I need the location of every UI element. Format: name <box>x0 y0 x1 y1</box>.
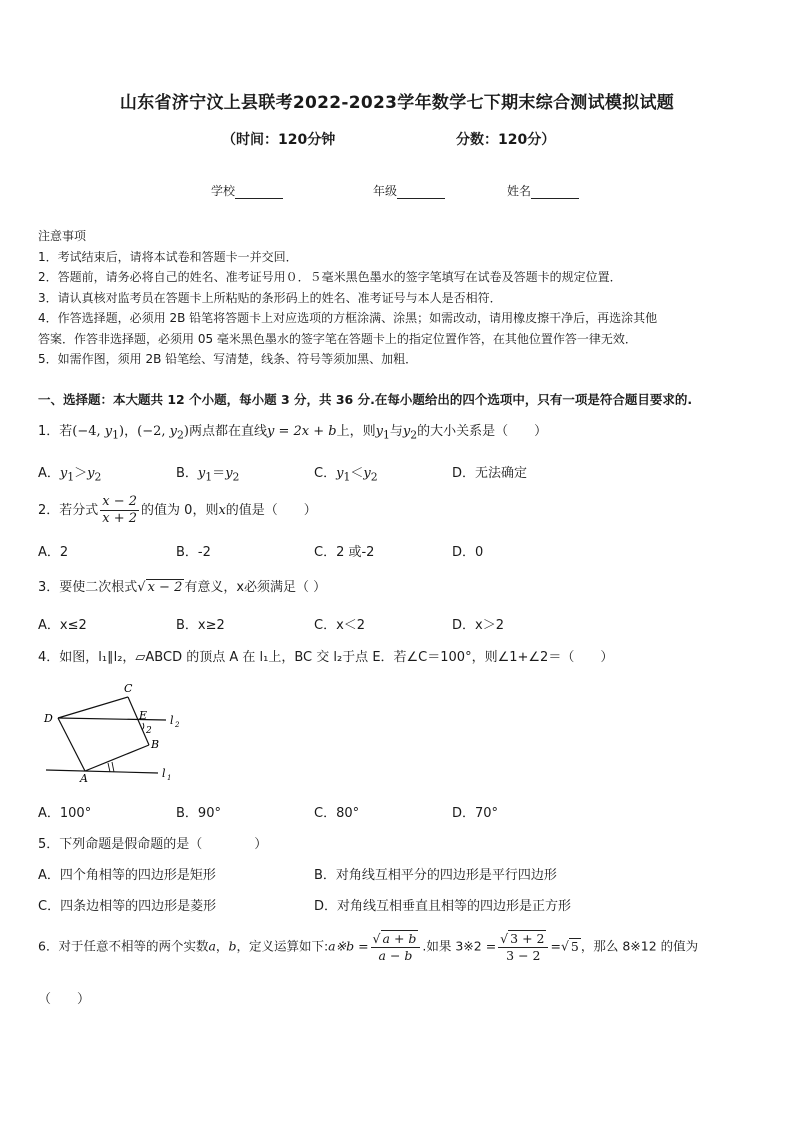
q3-option-d[interactable]: D．x＞2 <box>452 618 504 633</box>
note-item: 5．如需作图，须用 2B 铅笔绘、写清楚，线条、符号等须加黑、加粗． <box>38 352 418 366</box>
q2-option-a[interactable]: A．2 <box>38 545 69 560</box>
label-b: B <box>151 738 160 751</box>
note-item: 3．请认真核对监考员在答题卡上所粘贴的条形码上的姓名、准考证号与本人是否相符． <box>38 290 502 305</box>
label-c: C <box>124 682 133 695</box>
label-l1: l <box>162 767 166 780</box>
q5-option-b[interactable]: B．对角线互相平分的四边形是平行四边形 <box>314 868 557 883</box>
label-l1-sub: 1 <box>167 774 172 782</box>
grade-field: 年级 <box>373 182 445 199</box>
q5-option-c[interactable]: C．四条边相等的四边形是菱形 <box>38 899 217 914</box>
exam-title: 山东省济宁汶上县联考2022-2023学年数学七下期末综合测试模拟试题 <box>119 93 675 113</box>
question-4: 4．如图，l₁∥l₂，▱ABCD 的顶点 A 在 l₁上，BC 交 l₂于点 E．若∠C＝100°，则∠1+∠2＝（ ） <box>38 650 614 665</box>
notes-block <box>38 226 760 370</box>
note-item: 2．答题前，请务必将自己的姓名、准考证号用０．５毫米黑色墨水的签字笔填写在试卷及答题卡的规定位置． <box>38 270 622 284</box>
label-a: A <box>80 772 88 785</box>
note-item: 1．考试结束后，请将本试卷和答题卡一并交回． <box>38 249 298 264</box>
question-5: 5．下列命题是假命题的是（ ） <box>38 837 268 852</box>
q2-fraction: $\frac{x - 2}{x + 2}$ <box>102 494 138 526</box>
q1-option-a[interactable]: A．$y_1>y_2$ <box>38 466 102 484</box>
question-2: 2．若分式 $\frac{x - 2}{x + 2}$ 的值为 0，则x的值是（ ） <box>38 494 317 526</box>
q6-definition-fraction: $\frac{√ a + b}{a - b}$ <box>371 930 421 964</box>
q4-option-d[interactable]: D．70° <box>452 806 499 821</box>
q2-option-b[interactable]: B．-2 <box>176 545 211 560</box>
question-3: 3．要使二次根式√ x − 2 有意义，x必须满足（ ） <box>38 580 327 595</box>
q2-option-d[interactable]: D．0 <box>452 545 484 560</box>
q4-option-c[interactable]: C．80° <box>314 806 360 821</box>
q5-option-d[interactable]: D．对角线互相垂直且相等的四边形是正方形 <box>314 899 572 914</box>
q5-option-a[interactable]: A．四个角相等的四边形是矩形 <box>38 868 216 883</box>
school-blank[interactable] <box>235 186 283 199</box>
q1-option-d[interactable]: D．无法确定 <box>452 466 528 481</box>
grade-blank[interactable] <box>397 186 445 199</box>
q3-option-b[interactable]: B．x≥2 <box>176 618 225 633</box>
note-item: 答案．作答非选择题，必须用 05 毫米黑色墨水的签字笔在答题卡上的指定位置作答，在其他位置作答一律无效． <box>38 331 637 346</box>
note-item: 4．作答选择题，必须用 2B 铅笔将答题卡上对应选项的方框涂满、涂黑；如需改动，请用橡皮擦干净后，再选涂其他 <box>38 311 658 325</box>
time-limit: （时间：120分钟 <box>222 132 336 148</box>
notes-header: 注意事项 <box>38 229 87 243</box>
school-field: 学校 <box>211 182 283 199</box>
q1-option-b[interactable]: B．$y_1=y_2$ <box>176 466 240 484</box>
label-d: D <box>44 712 53 725</box>
label-e: E <box>139 709 148 722</box>
q2-option-c[interactable]: C．2 或-2 <box>314 545 375 560</box>
total-score: 分数：120分） <box>456 132 556 148</box>
q4-option-b[interactable]: B．90° <box>176 806 221 821</box>
name-blank[interactable] <box>531 186 579 199</box>
label-angle-2: 2 <box>146 726 152 736</box>
question-1: 1．若(−4, $y_1$)，(−2, $y_2$)两点都在直线y = 2x + b上，则$y_1$与$y_2$的大小关系是（ ） <box>38 424 548 442</box>
q4-option-a[interactable]: A．100° <box>38 806 92 821</box>
label-l2: l <box>170 714 174 727</box>
q6-example-fraction: $\frac{√ 3 + 2}{3 - 2}$ <box>498 930 548 964</box>
name-field: 姓名 <box>507 182 579 199</box>
q3-radicand: x − 2 <box>147 580 183 595</box>
q4-figure <box>38 678 188 788</box>
question-6-answer-paren: （ ） <box>38 992 91 1007</box>
section-header: 一、选择题：本大题共 12 个小题，每小题 3 分，共 36 分.在每小题给出的四个选项中，只有一项是符合题目要求的. <box>38 392 693 407</box>
q3-option-c[interactable]: C．x＜2 <box>314 618 366 633</box>
q1-option-c[interactable]: C．$y_1<y_2$ <box>314 466 378 484</box>
question-6: 6．对于任意不相等的两个实数a，b，定义运算如下:a※b = $\frac{√ a + b}{a - b}$ .如果 3※2 = $\frac{√ 3 + 2}{3 - 2}$ =√ 5 ，那么 8※12 的值为 <box>38 931 699 963</box>
label-l2-sub: 2 <box>175 721 180 729</box>
q3-option-a[interactable]: A．x≤2 <box>38 618 87 633</box>
